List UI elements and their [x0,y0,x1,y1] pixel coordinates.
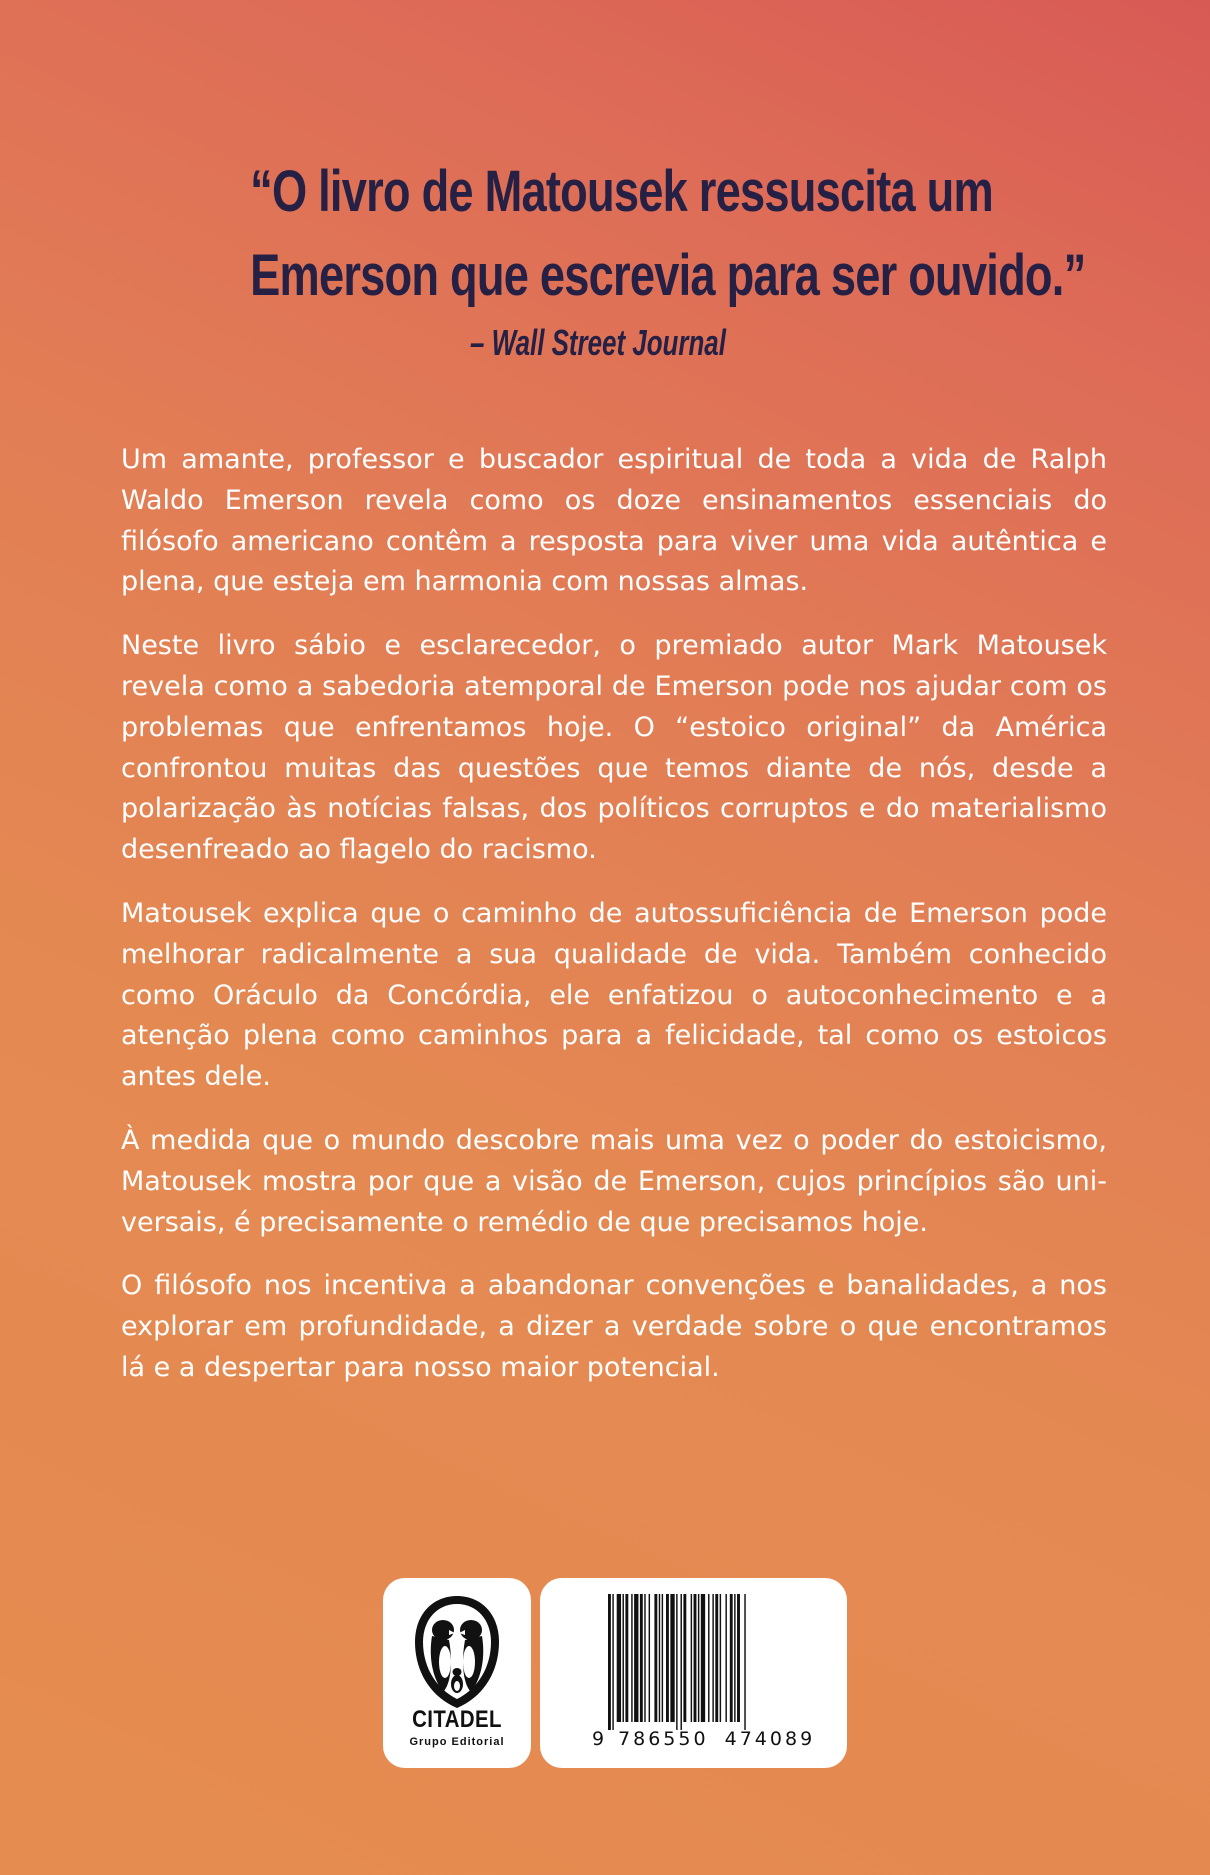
barcode-bar [662,1594,663,1722]
barcode-bar [715,1594,718,1722]
synopsis-paragraph: O filósofo nos incentiva a abandonar convenções e banalidades, a nos explorar em profundidade, a dizer a verdade sobre o que encontramos lá e a despertar para nosso maior potencial. [121,1270,1107,1383]
barcode-bar [708,1594,709,1722]
barcode-bar [623,1594,624,1722]
isbn-group-1: 786550 [618,1728,709,1750]
barcode-bar [654,1594,657,1722]
barcode-bar [694,1594,697,1722]
barcode-bar [617,1594,621,1722]
barcode-bar [612,1594,613,1730]
quote-source: – Wall Street Journal [470,322,726,363]
penguins-logo-icon [403,1592,511,1712]
barcode-bar [737,1594,740,1722]
barcode-bar [644,1594,645,1722]
barcode-bar [725,1594,726,1722]
barcode-bar [608,1594,611,1730]
barcode-bar [698,1594,699,1722]
barcode-bar [640,1594,643,1722]
barcode-bar [670,1594,674,1722]
publisher-logo-badge [383,1578,531,1768]
barcode-bar [649,1594,650,1722]
barcode-bar [744,1594,745,1730]
barcode-bar [625,1594,628,1722]
synopsis-paragraph: Neste livro sábio e esclarecedor, o premiado autor Mark Matousek revela como a sabedoria atemporal de Emerson pode nos ajudar com os problemas que enfrentamos hoje. O “estoico original” da América confrontou muitas das questões que temos diante de nós, desde a polarização às notícias falsas, dos políticos corruptos e do materialismo desenfreado ao flagelo do racismo. [121,630,1107,866]
synopsis [121,440,1107,1412]
barcode-bar [683,1594,686,1722]
barcode-bar [676,1594,677,1730]
barcode-bar [634,1594,638,1722]
barcode-bar [666,1594,669,1722]
synopsis-paragraph: À medida que o mundo descobre mais uma vez o poder do estoicismo, Matousek mostra por que a visão de Emerson, cujos princípios são universais, é precisamente o remédio de que precisamos hoje. [121,1124,1107,1238]
barcode-bar [720,1594,721,1722]
isbn-barcode [606,1594,806,1730]
barcode-badge [540,1578,847,1768]
synopsis-paragraph: Matousek explica que o caminho de autossuficiência de Emerson pode melhorar radicalmente a sua qualidade de vida. Também conhecido como Oráculo da Concórdia, ele enfatizou o autoconhecimento e a atenção plena como caminhos para a felicidade, tal como os estoicos antes dele. [121,897,1107,1093]
isbn-lead-digit: 9 [592,1728,605,1750]
publisher-name: CITADEL [412,1706,502,1733]
synopsis-paragraph: Um amante, professor e buscador espiritual de toda a vida de Ralph Waldo Emerson revela como os doze ensinamentos essenciais do filósofo americano contêm a resposta para viver uma vida autêntica e plena, que esteja em harmonia com nossas almas. [121,444,1107,598]
barcode-bar [730,1594,733,1722]
quote-block [150,150,1086,318]
quote-line-1: “O livro de Matousek ressuscita um [250,159,993,224]
barcode-bar [734,1594,735,1722]
barcode-bar [681,1594,682,1730]
quote-line-2: Emerson que escrevia para ser ouvido.” [250,243,1086,308]
isbn-group-2: 474089 [724,1728,816,1750]
barcode-bar [701,1594,705,1722]
barcode-bar [659,1594,660,1722]
isbn-digits [592,1728,822,1750]
publisher-subtitle: Grupo Editorial [409,1736,505,1748]
barcode-bar [691,1594,692,1722]
barcode-bar [712,1594,713,1722]
barcode-bar [631,1594,632,1722]
